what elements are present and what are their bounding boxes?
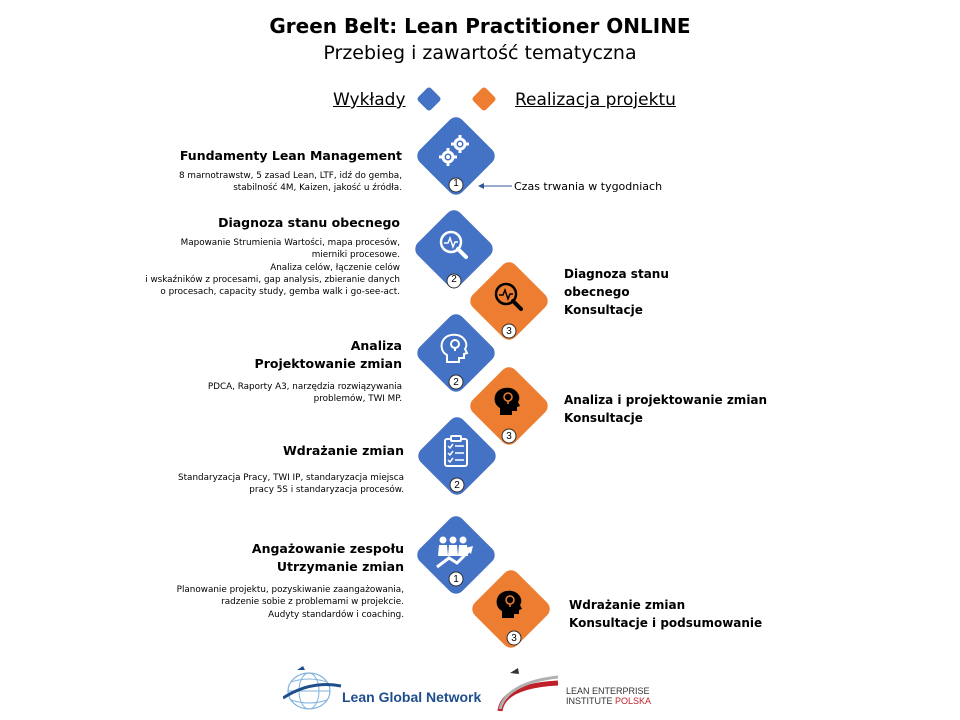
duration-annotation: Czas trwania w tygodniach <box>514 180 663 193</box>
project-3-text: Wdrażanie zmian Konsultacje i podsumowanie <box>569 598 763 630</box>
lean-global-network-label: Lean Global Network <box>342 689 482 705</box>
lecture-2-weeks: 2 <box>451 274 457 285</box>
page-subtitle: Przebieg i zawartość tematyczna <box>323 42 637 64</box>
team-growth-icon <box>438 537 468 557</box>
legend-project-diamond <box>469 84 499 114</box>
lean-enterprise-institute-logo <box>496 665 566 715</box>
page-title: Green Belt: Lean Practitioner ONLINE <box>269 14 691 38</box>
lecture-1-weeks: 1 <box>453 178 459 189</box>
legend-project-label: Realizacja projektu <box>515 90 676 110</box>
lecture-5-description: Planowanie projektu, pozyskiwanie zaangażowania, radzenie sobie z problemami w projekcie. Audyty standardów i coaching. <box>176 585 404 620</box>
lecture-5-title: Angażowanie zespołu Utrzymanie zmian <box>251 541 404 574</box>
lecture-3-title: Analiza Projektowanie zmian <box>254 338 402 371</box>
annotation-arrow <box>476 179 516 193</box>
lecture-4-title: Wdrażanie zmian <box>283 443 404 458</box>
project-1-text: Diagnoza stanu obecnego Konsultacje <box>564 267 669 317</box>
lecture-1-description: 8 marnotrawstw, 5 zasad Lean, LTF, idź do gemba, stabilność 4M, Kaizen, jakość u źródła. <box>179 171 402 194</box>
lecture-4-description: Standaryzacja Pracy, TWI IP, standaryzacja miejsca pracy 5S i standaryzacja procesów. <box>178 473 404 496</box>
lecture-3-description: PDCA, Raporty A3, narzędzia rozwiązywania problemów, TWI MP. <box>207 382 402 405</box>
lean-enterprise-institute-label: LEAN ENTERPRISE INSTITUTE POLSKA <box>566 686 652 706</box>
lecture-2-title: Diagnoza stanu obecnego <box>218 215 400 230</box>
project-1-weeks: 3 <box>506 326 512 337</box>
lecture-5-weeks: 1 <box>453 574 459 585</box>
lecture-2-description: Mapowanie Strumienia Wartości, mapa procesów, mierniki procesowe. Analiza celów, łączenie celów i wskaźników z procesami, gap analysis, zbieranie danych o procesach, capacity study, gemba walk i go-see-act. <box>145 238 400 298</box>
project-3-weeks: 3 <box>511 633 517 644</box>
lean-global-network-logo <box>283 664 343 712</box>
project-2-text: Analiza i projektowanie zmian Konsultacje <box>564 393 768 425</box>
lecture-1-title: Fundamenty Lean Management <box>179 148 402 163</box>
legend-lectures-label: Wykłady <box>333 90 406 110</box>
lecture-4-weeks: 2 <box>454 480 460 491</box>
project-2-weeks: 3 <box>506 431 512 442</box>
legend-lectures-diamond <box>414 84 444 114</box>
lecture-3-weeks: 2 <box>453 377 459 388</box>
